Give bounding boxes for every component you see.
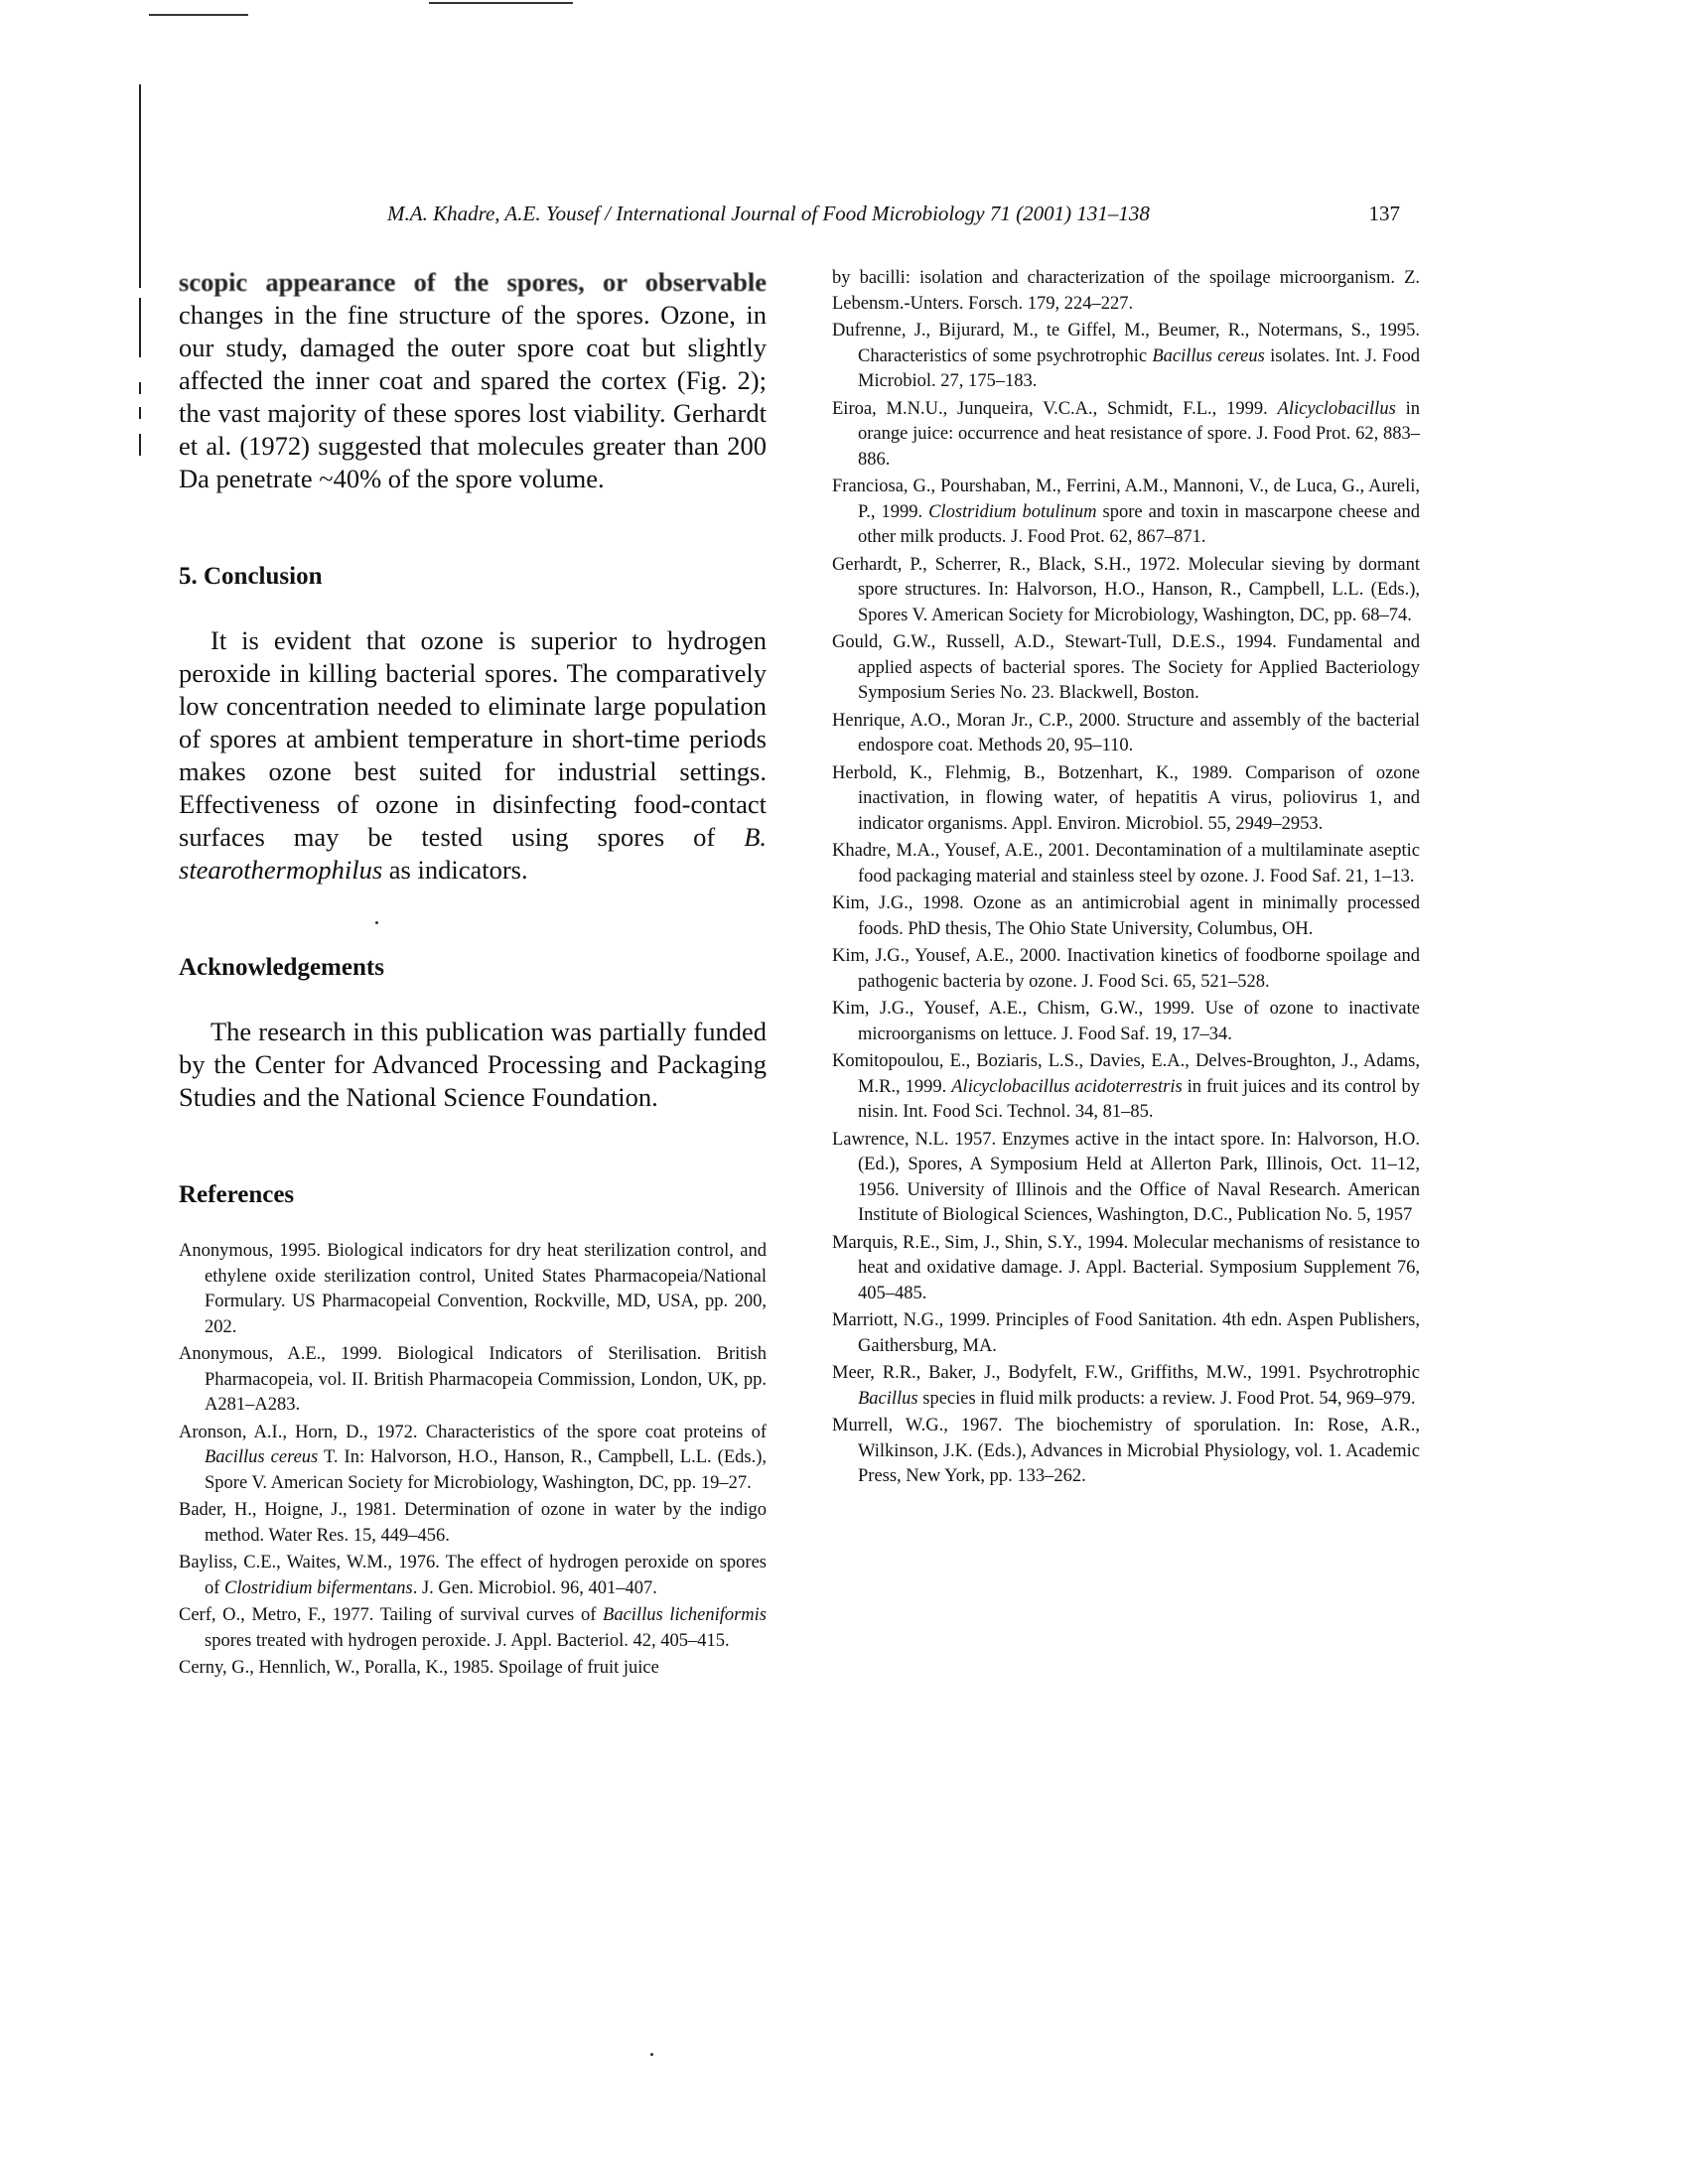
reference-entry: Anonymous, 1995. Biological indicators for dry heat sterilization control, and ethylene oxide sterilization control, United States Pharmacopeia/National Formulary. US Pharmacopeial Convention, Rockville, MD, USA, pp. 200, 202. xyxy=(179,1241,767,1337)
margin-scan-tick-1 xyxy=(139,382,141,394)
acknowledgements-paragraph: The research in this publication was partially funded by the Center for Advanced Processing and Packaging Studies and the National Science Foundation. xyxy=(179,1017,767,1112)
reference-entry: Bayliss, C.E., Waites, W.M., 1976. The effect of hydrogen peroxide on spores of Clostridium bifermentans. J. Gen. Microbiol. 96, 401–407. xyxy=(179,1553,767,1598)
reference-entry: Cerny, G., Hennlich, W., Poralla, K., 1985. Spoilage of fruit juice xyxy=(179,1658,659,1678)
margin-scan-bar-lower xyxy=(139,298,141,357)
paragraph-text: changes in the fine structure of the spores. Ozone, in our study, damaged the outer spore coat but slightly affected the inner coat and spared the cortex (Fig. 2); the vast majority of these spores lost viability. Gerhardt et al. (1972) suggested that molecules greater than 200 Da penetrate ~40% of the spore volume. xyxy=(179,300,767,493)
reference-entry: Anonymous, A.E., 1999. Biological Indicators of Sterilisation. British Pharmacopeia, vol. II. British Pharmacopeia Commission, London, UK, pp. A281–A283. xyxy=(179,1344,767,1415)
reference-entry: Dufrenne, J., Bijurard, M., te Giffel, M., Beumer, R., Notermans, S., 1995. Characteristics of some psychrotrophic Bacillus cereus isolates. Int. J. Food Microbiol. 27, 175–183. xyxy=(832,321,1420,391)
left-column xyxy=(179,266,767,1684)
right-column xyxy=(832,266,1420,1492)
reference-entry: Komitopoulou, E., Boziaris, L.S., Davies, E.A., Delves-Broughton, J., Adams, M.R., 1999. Alicyclobacillus acidoterrestris in fruit juices and its control by nisin. Int. Food Sci. Technol. 34, 81–85. xyxy=(832,1051,1420,1122)
reference-entry: Cerf, O., Metro, F., 1977. Tailing of survival curves of Bacillus licheniformis spores treated with hydrogen peroxide. J. Appl. Bacteriol. 42, 405–415. xyxy=(179,1605,767,1651)
reference-entry: Aronson, A.I., Horn, D., 1972. Characteristics of the spore coat proteins of Bacillus cereus T. In: Halvorson, H.O., Hanson, R., Campbell, L.L. (Eds.), Spore V. American Society for Microbiology, Washington, DC, pp. 19–27. xyxy=(179,1422,768,1493)
reference-entry: Gould, G.W., Russell, A.D., Stewart-Tull, D.E.S., 1994. Fundamental and applied aspects of bacterial spores. The Society for Applied Bacteriology Symposium Series No. 23. Blackwell, Boston. xyxy=(832,632,1420,703)
scan-speck xyxy=(650,2053,653,2056)
reference-entry: Eiroa, M.N.U., Junqueira, V.C.A., Schmidt, F.L., 1999. Alicyclobacillus in orange juice: occurrence and heat resistance of spore. J. Food Prot. 62, 883–886. xyxy=(832,398,1421,470)
reference-entry: Franciosa, G., Pourshaban, M., Ferrini, A.M., Mannoni, V., de Luca, G., Aureli, P., 1999. Clostridium botulinum spore and toxin in mascarpone cheese and other milk products. J. Food Prot. 62, 867–871. xyxy=(832,477,1420,547)
reference-list-left xyxy=(179,1239,767,1682)
reference-entry: Henrique, A.O., Moran Jr., C.P., 2000. Structure and assembly of the bacterial endospore coat. Methods 20, 95–110. xyxy=(832,710,1420,755)
references-heading: References xyxy=(179,1181,295,1208)
journal-citation: M.A. Khadre, A.E. Yousef / International Journal of Food Microbiology 71 (2001) 131–138 xyxy=(387,202,1150,225)
reference-entry: Bader, H., Hoigne, J., 1981. Determination of ozone in water by the indigo method. Water Res. 15, 449–456. xyxy=(179,1500,767,1546)
reference-entry: Kim, J.G., Yousef, A.E., 2000. Inactivation kinetics of foodborne spoilage and pathogenic bacteria by ozone. J. Food Sci. 65, 521–528. xyxy=(832,946,1420,992)
reference-entry: Marriott, N.G., 1999. Principles of Food Sanitation. 4th edn. Aspen Publishers, Gaithersburg, MA. xyxy=(832,1310,1420,1356)
reference-entry: Kim, J.G., Yousef, A.E., Chism, G.W., 1999. Use of ozone to inactivate microorganisms on lettuce. J. Food Saf. 19, 17–34. xyxy=(832,999,1420,1044)
reference-list-right xyxy=(832,266,1420,1490)
reference-entry: Marquis, R.E., Sim, J., Shin, S.Y., 1994. Molecular mechanisms of resistance to heat and oxidative damage. J. Appl. Bacterial. Symposium Supplement 76, 405–485. xyxy=(832,1232,1420,1303)
reference-entry: Murrell, W.G., 1967. The biochemistry of sporulation. In: Rose, A.R., Wilkinson, J.K. (Eds.), Advances in Microbial Physiology, vol. 1. Academic Press, New York, pp. 133–262. xyxy=(832,1416,1420,1486)
margin-scan-bar xyxy=(139,84,141,288)
margin-scan-tick-3 xyxy=(139,434,141,456)
reference-entry: Khadre, M.A., Yousef, A.E., 2001. Decontamination of a multilaminate aseptic food packaging material and stainless steel by ozone. J. Food Saf. 21, 1–13. xyxy=(832,841,1420,887)
reference-entry-continued: by bacilli: isolation and characterization of the spoilage microorganism. Z. Lebensm.-Unters. Forsch. 179, 224–227. xyxy=(832,268,1420,314)
reference-entry: Lawrence, N.L. 1957. Enzymes active in the intact spore. In: Halvorson, H.O. (Ed.), Spores, A Symposium Held at Allerton Park, Illinois, Oct. 11–12, 1956. University of Illinois and the Office of Naval Research. American Institute of Biological Sciences, Washington, D.C., Publication No. 5, 1957 xyxy=(832,1129,1420,1225)
acknowledgements-heading: Acknowledgements xyxy=(179,954,384,981)
top-scan-rule-right xyxy=(429,2,573,4)
reference-entry: Meer, R.R., Baker, J., Bodyfelt, F.W., Griffiths, M.W., 1991. Psychrotrophic Bacillus species in fluid milk products: a review. J. Food Prot. 54, 969–979. xyxy=(832,1363,1420,1409)
conclusion-heading: 5. Conclusion xyxy=(179,563,323,590)
reference-entry: Kim, J.G., 1998. Ozone as an antimicrobial agent in minimally processed foods. PhD thesis, The Ohio State University, Columbus, OH. xyxy=(832,893,1420,939)
top-scan-rule-left xyxy=(149,14,248,16)
continued-paragraph xyxy=(179,266,767,495)
page-number: 137 xyxy=(1368,202,1400,225)
reference-entry: Gerhardt, P., Scherrer, R., Black, S.H., 1972. Molecular sieving by dormant spore structures. In: Halvorson, H.O., Hanson, R., Campbell, L.L. (Eds.), Spores V. American Society for Microbiology, Washington, DC, pp. 68–74. xyxy=(832,554,1420,625)
conclusion-paragraph: It is evident that ozone is superior to hydrogen peroxide in killing bacterial spores. The comparatively low concentration needed to eliminate large population of spores at ambient temperature in short-time periods makes ozone best suited for industrial settings. Effectiveness of ozone in disinfecting food-contact surfaces may be tested using spores of B. stearothermophilus as indicators. xyxy=(179,625,767,885)
species-name: B. stearothermophilus xyxy=(179,822,767,885)
margin-scan-tick-2 xyxy=(139,407,141,419)
faded-line: scopic appearance of the spores, or observable xyxy=(179,267,767,297)
reference-entry: Herbold, K., Flehmig, B., Botzenhart, K., 1989. Comparison of ozone inactivation, in flowing water, of hepatitis A virus, poliovirus 1, and indicator organisms. Appl. Environ. Microbiol. 55, 2949–2953. xyxy=(832,762,1420,834)
